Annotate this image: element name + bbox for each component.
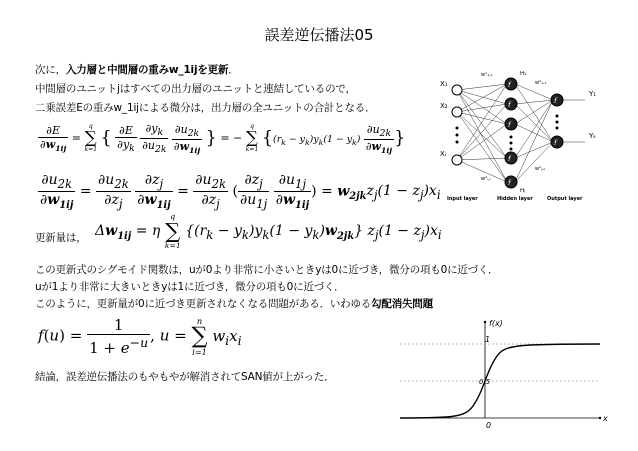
intro-line-2: 中間層のユニットjはすべての出力層のユニットと連結しているので， — [35, 83, 356, 95]
axis-arrow-dot — [599, 417, 601, 419]
hidden-node — [505, 78, 517, 90]
output-node-label-k: Yₖ — [589, 132, 597, 140]
x-axis-label: x — [603, 414, 608, 423]
hidden-node — [505, 98, 517, 110]
weight-1-first: w¹₁,₁ — [481, 72, 493, 78]
equation-2: $\frac{\partial u_{2k}}{\partial w_{1ij}}$ = $\frac{\partial u_{2k}}{\partial z_j}$ $\frac{\partial z_j}{\partial w_{1ij}}$ = $\frac{\partial u_{2k}}{\partial z_j}$ ( $\frac{\partial z_j}{\partial u_{1j}}$ $\frac{\partial u_{1j}}{\partial w_{1ij}}$ ) = $w_{2jk}z_j(1 - z_j)x_i$ — [40, 172, 441, 211]
weight-2-jk: w²ⱼ,ₖ — [535, 166, 546, 172]
equation-update: $\Delta w_{1ij} = \eta$ q ∑ k=1 $\{(r_k - y_k)y_k(1 - y_k)w_{2jk}\} z_j(1 - z_j)x_i$ — [95, 212, 442, 250]
intro-bold: 入力層と中間層の重みw_1ijを更新 — [65, 64, 229, 76]
y-axis-label: f(x) — [489, 319, 503, 328]
output-layer — [551, 94, 563, 148]
tick-label-1: 1 — [485, 335, 491, 344]
intro-line-1 — [35, 62, 239, 77]
output-layer-label: Output layer — [547, 196, 583, 202]
ellipsis-dot — [556, 121, 559, 124]
intro-prefix: 次に， — [35, 64, 66, 76]
update-label: 更新量は， — [35, 232, 87, 244]
hidden-unit-label: f — [508, 101, 511, 109]
tick-label-0-5: 0.5 — [479, 378, 491, 386]
equation-1: $\frac{\partial E}{\partial w_{1ij}}$ = q ∑ k=1 { $\frac{\partial E}{\partial y_k}$ $\frac{\partial y_k}{\partial u_{2k}}$ $\frac{\partial u_{2k}}{\partial w_{1ij}}$ } = − q ∑ k=1 {$(r_k - y_k)y_k(1 - y_k)$ $\frac{\partial u_{2k}}{\partial w_{1ij}}$ } — [40, 122, 406, 156]
intro-line-3: 二乗誤差Eの重みw_1ijによる微分は，出力層の全ユニットの合計となる． — [35, 102, 376, 114]
sigmoid-line-3-prefix: このように，更新量が0に近づき更新されなくなる問題がある．いわゆる — [35, 298, 372, 310]
hidden-node — [505, 176, 517, 188]
ellipsis-dot — [510, 148, 513, 151]
output-unit-label: f — [554, 97, 557, 105]
ellipsis-dot — [456, 141, 459, 144]
output-unit-label: f — [554, 139, 557, 147]
intro-suffix: ． — [228, 64, 239, 76]
weight-2-first: w²₁,₁ — [535, 80, 547, 86]
hidden-node-label-j: Hⱼ — [520, 188, 526, 194]
sigmoid-line-1: この更新式のシグモイド関数は，uが0より非常に小さいときyは0に近づき，微分の項も0に近づく． — [35, 264, 499, 276]
output-node — [551, 136, 563, 148]
input-layer-label: Input layer — [447, 196, 478, 202]
sigmoid-line-2: uが1より非常に大きいときyは1に近づき，微分の項も0に近づく． — [35, 281, 345, 293]
ellipsis-dot — [456, 127, 459, 130]
hidden-node-label-1: H₁ — [520, 71, 527, 77]
ellipsis-dot — [510, 142, 513, 145]
ellipsis-dot — [510, 136, 513, 139]
hidden-layer-label: Hidden layer — [497, 196, 533, 202]
ellipsis-dot — [456, 134, 459, 137]
sigmoid-line-3 — [35, 296, 433, 311]
hidden-unit-label: f — [508, 155, 511, 163]
input-node — [452, 155, 462, 165]
input-node-label-2: X₂ — [440, 102, 448, 110]
hidden-node — [505, 152, 517, 164]
conclusion: 結論，誤差逆伝播法のもやもやが解消されてSAN値が上がった． — [35, 371, 335, 383]
output-node — [551, 94, 563, 106]
hidden-unit-label: f — [508, 81, 511, 89]
input-node — [452, 107, 462, 117]
axis-arrow-dot — [484, 321, 486, 323]
network-connections — [457, 84, 585, 182]
page-title: 誤差逆伝播法05 — [264, 26, 374, 44]
tick-label-0: 0 — [486, 421, 492, 430]
hidden-unit-label: f — [508, 121, 511, 129]
vanishing-gradient-term: 勾配消失問題 — [371, 298, 433, 310]
input-node-label-1: X₁ — [440, 80, 448, 88]
hidden-layer — [505, 78, 517, 188]
output-node-label-1: Y₁ — [589, 90, 597, 98]
ellipsis-dot — [556, 127, 559, 130]
sigmoid-plot — [395, 318, 615, 433]
sigmoid-formula: f(u) = $\frac{1}{1 + e^{-u}}$ , u = n ∑ i=1 $w_ix_i$ — [38, 316, 242, 357]
ellipsis-dot — [556, 115, 559, 118]
input-node-label-i: Xᵢ — [440, 150, 447, 158]
hidden-node — [505, 118, 517, 130]
weight-1-ij: w¹ᵢ,ⱼ — [481, 176, 491, 182]
hidden-unit-label: f — [508, 179, 511, 187]
neural-network-diagram — [435, 62, 625, 202]
input-node — [452, 85, 462, 95]
